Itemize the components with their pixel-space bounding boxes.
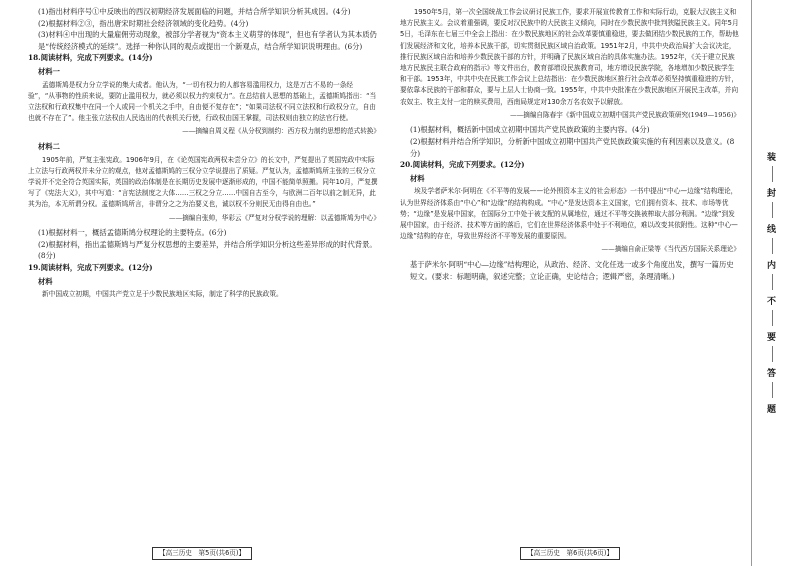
material-2-source: ——摘编自张帅，华彩云《严复对分权学说的理解：以孟德斯鸠为中心》 bbox=[169, 213, 380, 222]
page-footer-right: 【高三历史 第6页(共6页)】 bbox=[520, 547, 620, 560]
q17-item-1: (1)指出材料序号①中反映出的西汉初期经济发展面临的问题，并结合所学知识分析其成因。(4分) bbox=[38, 7, 351, 16]
q20-material-source: ——摘编自俞正梁等《当代西方国际关系理论》 bbox=[601, 245, 740, 254]
q18-heading: 18.阅读材料，完成下列要求。(14分) bbox=[28, 53, 153, 63]
q19-material-label: 材料 bbox=[38, 276, 53, 286]
q19-item-1: (1)根据材料，概括新中国成立初期中国共产党民族政策的主要内容。(4分) bbox=[410, 125, 650, 135]
page-footer-left: 【高三历史 第5页(共6页)】 bbox=[152, 547, 252, 560]
seal-dash bbox=[772, 202, 773, 218]
seal-char: 要 bbox=[767, 333, 777, 343]
material-2-text: 1905年前，严复主张宪政。1906年9月，在《论英国宪政两权未尝分立》的长文中，严复提出了英国宪政中实际上立法与行政两权并未分立的观点，他对孟德斯鸠的三权分立学说提出了质疑。严复认为，孟德斯鸠所主张的三权分立学说并不完全符合英国实际，英国的政治体制是在长期历史发展中逐渐形成的，中国不能简单照搬。同年10月，严复撰写了《宪法大义》，其中写道：“言宪法制度之大体……三权之分立……中国自古至今，与欧洲二百年以前之制无异，此其为治，本无所谓分权。孟德斯鸠所言，非谓分之之为治要义也，诚以权不分则民无由得自由也。” bbox=[28, 155, 378, 209]
seal-dash bbox=[772, 382, 773, 398]
q20-task: 基于萨米尔·阿明“中心—边缘”结构理论，从政治、经济、文化任选一或多个角度出发，撰写一篇历史短文。(要求：标题明确，叙述完整；立论正确，史论结合；逻辑严密，条理清晰。) bbox=[410, 260, 734, 281]
q19-heading: 19.阅读材料，完成下列要求。(12分) bbox=[28, 262, 153, 272]
q18-item-2: (2)根据材料，指出孟德斯鸠与严复分权思想的主要差异，并结合所学知识分析这些差异形成的时代背景。(8分) bbox=[38, 239, 377, 261]
left-column bbox=[28, 6, 380, 301]
right-column bbox=[400, 6, 740, 282]
seal-dash bbox=[772, 274, 773, 290]
material-1-text: 孟德斯鸠是权力分立学说的集大成者。他认为，“一切有权力的人都容易滥用权力，这是万古不易的一条经验”，“从事物的性质来说，要防止滥用权力，就必须以权力约束权力”。在总结前人思想的基础上，孟德斯鸠指出：“当立法权和行政权集中在同一个人或同一个机关之手中，自由便不复存在”；“如果司法权不同立法权和行政权分立，自由也就不存在了”。他主张立法权由人民选出的代表机关行使，行政权由国王掌握，司法权则由独立的法官行使。 bbox=[28, 80, 377, 123]
seal-char: 不 bbox=[767, 297, 777, 307]
seal-char: 装 bbox=[767, 153, 777, 163]
seal-char: 答 bbox=[767, 369, 777, 379]
seal-dash bbox=[772, 310, 773, 326]
q20-material-text: 埃及学者萨米尔·阿明在《不平等的发展——论外围资本主义的社会形态》一书中提出“中心—边缘”结构理论，认为世界经济体系由“中心”和“边缘”的结构构成。“中心”是发达资本主义国家，它们拥有资本、技术、市场等优势；“边缘”是发展中国家，在国际分工中处于被支配的从属地位，通过不平等交换被榨取大部分利润。“边缘”到发展中国家，由于经济、技术等方面的落后，它们在世界经济体系中处于不利地位，难以改变其依附性。这种“中心—边缘”结构的存在，导致世界经济不平等发展的重要原因。 bbox=[400, 187, 738, 241]
q17-item-3: (3)材料④中出现的大量雇佣劳动现象，被部分学者视为“资本主义萌芽的体现”，但也有学者认为其本质仍是“传统经济模式的延续”。选择一种你认同的观点或提出一个新观点，结合所学知识说明理由。(6分) bbox=[38, 30, 377, 51]
q19-material-text: 1950年5月，第一次全国统战工作会议研讨民族工作，要求开展宣传教育工作和实际行动，克服大汉族主义和地方民族主义。会议着重强调，要反对汉民族中的大民族主义倾向，同时在少数民族中批判狭隘民族主义。同年5月5日，毛泽东在七届三中全会上指出：在少数民族地区的社会改革要慎重稳进，要去做团结少数民族的工作，帮助他们发展经济和文化，培养本民族干部，切实贯彻民族区域自治政策。1951年2月，中共中央政治局扩大会议决定，推行民族区域自治和培养少数民族干部的方针，并明确了民族区域自治的具体实施办法。1952年，《关于建立民族地方民族民主联合政府的指示》等文件出台，教育部增设民族教育司，地方增设民族学院，各地增加少数民族学生和干部。1953年，中共中央在民族工作会议上总结指出：在少数民族地区推行社会改革必须坚持慎重稳进的方针，要依靠本民族的干部和群众，要与上层人士协商一致。1955年，中共中央批准在少数民族地区开展民主改革，并向农奴主、牧主支付一定的赎买费用，西南局规定对130余万名农奴予以解放。 bbox=[400, 8, 739, 106]
q19-material-start: 新中国成立初期，中国共产党立足于少数民族地区实际，制定了科学的民族政策。 bbox=[42, 290, 283, 299]
q19-material-source: ——摘编自陈春宇《新中国成立初期中国共产党民族政策研究(1949—1956)》 bbox=[510, 110, 740, 119]
binding-line-strip bbox=[751, 0, 794, 566]
q20-heading: 20.阅读材料，完成下列要求。(12分) bbox=[400, 160, 525, 170]
material-2-label: 材料二 bbox=[38, 141, 60, 151]
q20-material-label: 材料 bbox=[410, 173, 425, 183]
seal-dash bbox=[772, 166, 773, 182]
seal-char: 封 bbox=[767, 189, 777, 199]
seal-char: 线 bbox=[767, 225, 777, 235]
material-1-source: ——摘编自周义程《从分权到制约：西方权力制约思想的范式转换》 bbox=[182, 127, 380, 136]
seal-dash bbox=[772, 238, 773, 254]
seal-char: 内 bbox=[767, 261, 777, 271]
material-1-label: 材料一 bbox=[38, 66, 60, 76]
seal-char: 题 bbox=[767, 405, 777, 415]
q17-item-2: (2)根据材料②③，指出唐宋时期社会经济领域的变化趋势。(4分) bbox=[38, 18, 249, 28]
q19-item-2: (2)根据材料并结合所学知识，分析新中国成立初期中国共产党民族政策实施的有利因素以及意义。(8分) bbox=[410, 137, 735, 158]
q18-item-1: (1)根据材料一，概括孟德斯鸠分权理论的主要特点。(6分) bbox=[38, 228, 227, 238]
seal-dash bbox=[772, 346, 773, 362]
